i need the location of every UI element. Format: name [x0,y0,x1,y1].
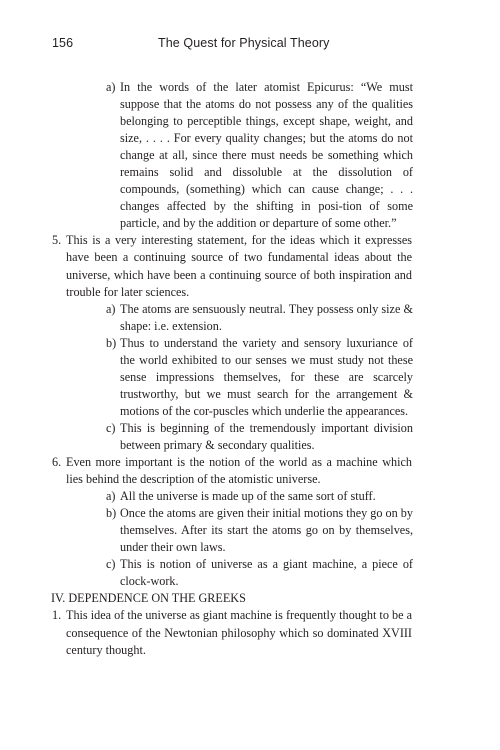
list-item-label: c) [106,557,116,572]
list-item-label: c) [106,420,116,435]
list-item-text: This is a very interesting statement, for the ideas which it expresses have been a continuing source of two fundamental ideas about the universe, which have been a continuing source of both inspiration and trouble for later sciences. [66,233,412,299]
list-item-6 [52,454,412,488]
list-item-text: This is beginning of the tremendously important division between primary & secondary qualities. [120,420,413,452]
list-item-label: 5. [52,233,62,248]
list-item-6b [106,505,413,556]
running-title: The Quest for Physical Theory [158,36,330,50]
list-item-text: This idea of the universe as giant machine is frequently thought to be a consequence of the Newtonian philosophy which so dominated XVIII century thought. [66,608,412,657]
list-item-5c [106,420,413,454]
list-item-text: In the words of the later atomist Epicurus: “We must suppose that the atoms do not possess any of the qualities belonging to perceptible things, except shape, weight, and size, . . . . For every quality changes; but the atoms do not change at all, since there must needs be something which remains solid and dissoluble at the dissolution of compounds, (something) which can cause change; . . . changes affected by the shifting in posi-tion of some particle, and by the addition or departure of some other.” [120,80,413,231]
list-item-text: All the universe is made up of the same sort of stuff. [120,489,376,504]
list-item-epicurus-quote [106,79,413,232]
list-item-5b [106,335,413,420]
list-item-6c [106,556,413,590]
list-item-iv-1 [52,607,412,658]
list-item-label: b) [106,335,117,350]
section-heading: IV. DEPENDENCE ON THE GREEKS [51,591,246,606]
list-item-label: b) [106,506,117,521]
list-item-text: Thus to understand the variety and sensory luxuriance of the world exhibited to our senses we must study not these sense impressions themselves, for these are scarcely trustworthy, but we must search for the arrangement & motions of the cor-puscles which underlie the appearances. [120,335,413,418]
list-item-text: This is notion of universe as a giant machine, a piece of clock-work. [120,557,413,589]
page-header [52,36,440,56]
list-item-text: Even more important is the notion of the world as a machine which lies behind the description of the atomistic universe. [66,455,412,487]
list-item-text: The atoms are sensuously neutral. They possess only size & shape: i.e. extension. [120,301,413,333]
list-item-label: 1. [52,608,62,623]
list-item-label: a) [106,301,116,316]
list-item-label: 6. [52,455,62,470]
list-item-6a [106,488,413,505]
list-item-text: Once the atoms are given their initial motions they go on by themselves. After its start the atoms go on by themselves, under their own laws. [120,506,413,555]
page-body [0,79,500,659]
page-number: 156 [52,36,74,50]
list-item-label: a) [106,489,116,504]
list-item-5 [52,232,412,300]
list-item-label: a) [106,80,116,94]
list-item-5a [106,301,413,335]
